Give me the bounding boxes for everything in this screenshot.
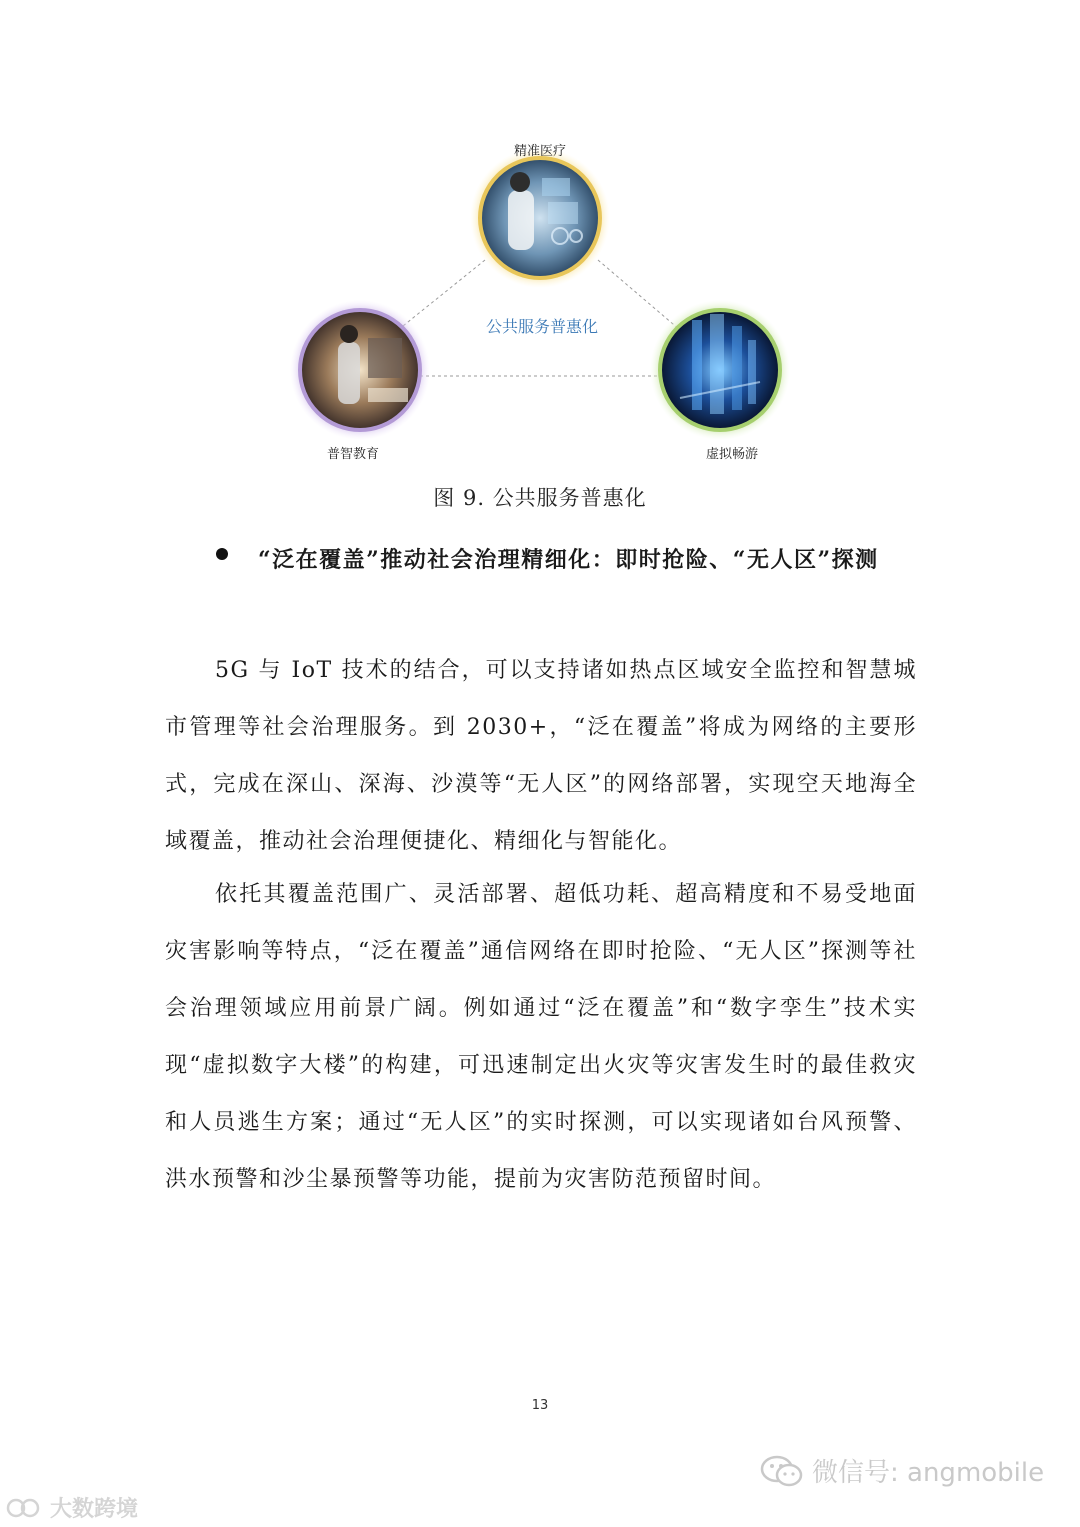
paragraph-2: 依托其覆盖范围广、灵活部署、超低功耗、超高精度和不易受地面灾害影响等特点，“泛在覆盖”通信网络在即时抢险、“无人区”探测等社会治理领域应用前景广阔。例如通过“泛在覆盖”和“数字孪生”技术实现“虚拟数字大楼”的构建，可迅速制定出火灾等灾害发生时的最佳救灾和人员逃生方案；通过“无人区”的实时探测，可以实现诸如台风预警、洪水预警和沙尘暴预警等功能，提前为灾害防范预留时间。	[165, 882, 917, 1192]
watermark-text: 大数跨境	[50, 1497, 139, 1522]
section-heading: “泛在覆盖”推动社会治理精细化：即时抢险、“无人区”探测	[258, 547, 879, 573]
bullet-dot-icon	[216, 548, 228, 560]
node-top-image	[470, 148, 610, 288]
page-number: 13	[531, 1398, 549, 1413]
center-label: 公共服务普惠化	[485, 317, 599, 336]
node-right-image	[650, 300, 790, 440]
paragraph-1: 5G 与 IoT 技术的结合，可以支持诸如热点区域安全监控和智慧城市管理等社会治理服务。到 2030+，“泛在覆盖”将成为网络的主要形式，完成在深山、深海、沙漠等“无人区”的网络部署，实现空天地海全域覆盖，推动社会治理便捷化、精细化与智能化。	[165, 658, 917, 854]
figure-caption: 图 9. 公共服务普惠化	[433, 486, 647, 510]
wechat-id: 微信号: angmobile	[812, 1458, 1045, 1488]
node-label-right: 虚拟畅游	[705, 447, 759, 462]
node-left-image	[290, 300, 430, 440]
service-diagram	[280, 130, 800, 470]
node-label-left: 普智教育	[326, 447, 380, 462]
wechat-icon	[760, 1455, 804, 1487]
diagram-graphic	[280, 130, 800, 470]
node-label-top: 精准医疗	[513, 144, 567, 159]
watermark-logo-icon	[6, 1496, 46, 1520]
wechat-watermark	[760, 1452, 1044, 1489]
source-watermark	[6, 1492, 138, 1523]
